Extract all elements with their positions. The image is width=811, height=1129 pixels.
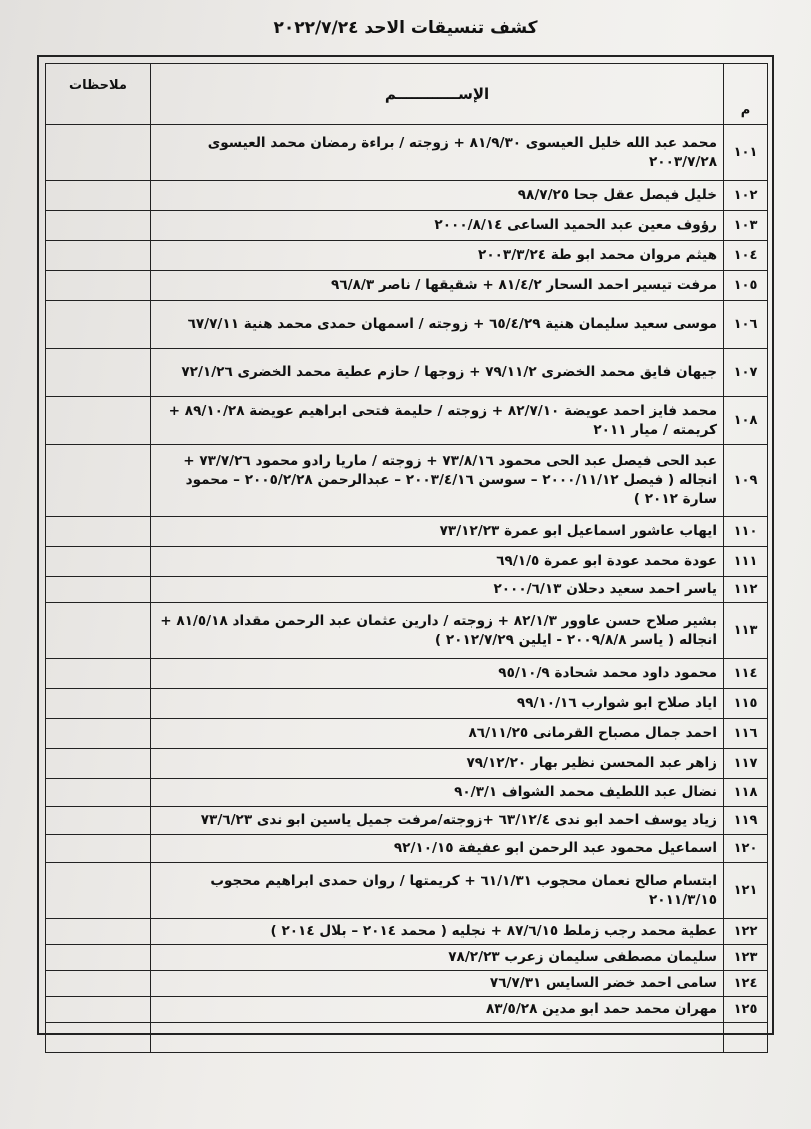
table-header-row bbox=[46, 64, 768, 125]
row-name: مهران محمد حمد ابو مدين ٨٣/٥/٢٨ bbox=[151, 997, 724, 1023]
row-notes bbox=[46, 659, 151, 689]
row-number: ١٠١ bbox=[724, 125, 768, 181]
row-number: ١٢٠ bbox=[724, 835, 768, 863]
row-name: زاهر عبد المحسن نظير بهار ٧٩/١٢/٢٠ bbox=[151, 749, 724, 779]
row-name: ايهاب عاشور اسماعيل ابو عمرة ٧٣/١٢/٢٣ bbox=[151, 517, 724, 547]
row-notes bbox=[46, 301, 151, 349]
table-row bbox=[46, 271, 768, 301]
row-notes bbox=[46, 689, 151, 719]
header-name: الإســــــــــــم bbox=[151, 64, 724, 125]
row-name: اسماعيل محمود عبد الرحمن ابو عفيفة ٩٢/١٠/١٥ bbox=[151, 835, 724, 863]
row-number: ١٢٥ bbox=[724, 997, 768, 1023]
table-row bbox=[46, 779, 768, 807]
row-name: احمد جمال مصباح القرمانى ٨٦/١١/٢٥ bbox=[151, 719, 724, 749]
row-name: محمد عبد الله خليل العيسوى ٨١/٩/٣٠ + زوجته / براءة رمضان محمد العيسوى ٢٠٠٣/٧/٢٨ bbox=[151, 125, 724, 181]
row-number: ١٠٤ bbox=[724, 241, 768, 271]
table-row bbox=[46, 807, 768, 835]
row-name: هيثم مروان محمد ابو طة ٢٠٠٣/٣/٢٤ bbox=[151, 241, 724, 271]
row-number: ١١٧ bbox=[724, 749, 768, 779]
row-notes bbox=[46, 517, 151, 547]
row-notes bbox=[46, 719, 151, 749]
table-row bbox=[46, 603, 768, 659]
row-name: ياسر احمد سعيد دحلان ٢٠٠٠/٦/١٣ bbox=[151, 577, 724, 603]
row-number: ١١٥ bbox=[724, 689, 768, 719]
table-row bbox=[46, 659, 768, 689]
table-row bbox=[46, 689, 768, 719]
row-name: زياد يوسف احمد ابو ندى ٦٣/١٢/٤ +زوجته/مرفت جميل ياسين ابو ندى ٧٣/٦/٢٣ bbox=[151, 807, 724, 835]
table-row bbox=[46, 945, 768, 971]
table-row bbox=[46, 349, 768, 397]
row-notes bbox=[46, 125, 151, 181]
row-name: عبد الحى فيصل عبد الحى محمود ٧٣/٨/١٦ + زوجته / ماريا رادو محمود ٧٣/٧/٢٦ + انجاله ( فيصل ٢٠٠٠/١١/١٢ – سوسن ٢٠٠٣/٤/١٦ – عبدالرحمن ٢٠٠٥/٢/٢٨ – محمود سارة ٢٠١٢ ) bbox=[151, 445, 724, 517]
row-name: رؤوف معين عبد الحميد الساعى ٢٠٠٠/٨/١٤ bbox=[151, 211, 724, 241]
row-number: ١١٣ bbox=[724, 603, 768, 659]
table-row bbox=[46, 971, 768, 997]
row-name: عودة محمد عودة ابو عمرة ٦٩/١/٥ bbox=[151, 547, 724, 577]
row-name: بشير صلاح حسن عاوور ٨٢/١/٣ + زوجته / دارين عثمان عبد الرحمن مقداد ٨١/٥/١٨ + انجاله ( ياسر ٢٠٠٩/٨/٨ - ايلين ٢٠١٢/٧/٢٩ ) bbox=[151, 603, 724, 659]
row-number: ١١٨ bbox=[724, 779, 768, 807]
row-number: ١١٦ bbox=[724, 719, 768, 749]
row-number: ١٠٢ bbox=[724, 181, 768, 211]
row-notes bbox=[46, 835, 151, 863]
document-title: كشف تنسيقات الاحد ٢٠٢٢/٧/٢٤ bbox=[273, 18, 538, 38]
row-notes bbox=[46, 971, 151, 997]
row-number: ١٠٦ bbox=[724, 301, 768, 349]
table-row bbox=[46, 835, 768, 863]
row-notes bbox=[46, 271, 151, 301]
names-table bbox=[45, 63, 768, 1053]
table-row bbox=[46, 241, 768, 271]
row-name: ابتسام صالح نعمان محجوب ٦١/١/٣١ + كريمتها / روان حمدى ابراهيم محجوب ٢٠١١/٣/١٥ bbox=[151, 863, 724, 919]
row-notes bbox=[46, 349, 151, 397]
table-row bbox=[46, 125, 768, 181]
row-name: نضال عبد اللطيف محمد الشواف ٩٠/٣/١ bbox=[151, 779, 724, 807]
table-row bbox=[46, 749, 768, 779]
table-row bbox=[46, 211, 768, 241]
row-name: جيهان فايق محمد الخضرى ٧٩/١١/٢ + زوجها / حازم عطية محمد الخضرى ٧٢/١/٢٦ bbox=[151, 349, 724, 397]
row-name: سليمان مصطفى سليمان زعرب ٧٨/٢/٢٣ bbox=[151, 945, 724, 971]
table-row bbox=[46, 1023, 768, 1053]
row-notes bbox=[46, 863, 151, 919]
table-row bbox=[46, 445, 768, 517]
row-notes bbox=[46, 445, 151, 517]
table-row bbox=[46, 517, 768, 547]
row-notes bbox=[46, 1023, 151, 1053]
row-notes bbox=[46, 397, 151, 445]
row-notes bbox=[46, 779, 151, 807]
row-number: ١٠٨ bbox=[724, 397, 768, 445]
row-number: ١٠٩ bbox=[724, 445, 768, 517]
row-notes bbox=[46, 577, 151, 603]
row-notes bbox=[46, 181, 151, 211]
table-row bbox=[46, 719, 768, 749]
row-notes bbox=[46, 807, 151, 835]
row-name: محمود داود محمد شحادة ٩٥/١٠/٩ bbox=[151, 659, 724, 689]
table-row bbox=[46, 997, 768, 1023]
row-name: محمد فايز احمد عويضة ٨٢/٧/١٠ + زوجته / حليمة فتحى ابراهيم عويضة ٨٩/١٠/٢٨ + كريمته / ميار ٢٠١١ bbox=[151, 397, 724, 445]
row-name: مرفت تيسير احمد السحار ٨١/٤/٢ + شقيقها / ناصر ٩٦/٨/٣ bbox=[151, 271, 724, 301]
row-number: ١١٢ bbox=[724, 577, 768, 603]
row-name: موسى سعيد سليمان هنية ٦٥/٤/٢٩ + زوجته / اسمهان حمدى محمد هنية ٦٧/٧/١١ bbox=[151, 301, 724, 349]
row-number: ١٠٥ bbox=[724, 271, 768, 301]
row-notes bbox=[46, 997, 151, 1023]
row-number: ١٠٧ bbox=[724, 349, 768, 397]
row-name: سامى احمد خضر السايس ٧٦/٧/٣١ bbox=[151, 971, 724, 997]
row-notes bbox=[46, 241, 151, 271]
row-notes bbox=[46, 547, 151, 577]
table-row bbox=[46, 397, 768, 445]
header-num: م bbox=[724, 64, 768, 125]
row-number bbox=[724, 1023, 768, 1053]
row-number: ١١٩ bbox=[724, 807, 768, 835]
row-notes bbox=[46, 211, 151, 241]
row-name: خليل فيصل عقل جحا ٩٨/٧/٢٥ bbox=[151, 181, 724, 211]
row-number: ١٢٤ bbox=[724, 971, 768, 997]
table-row bbox=[46, 863, 768, 919]
row-number: ١٠٣ bbox=[724, 211, 768, 241]
row-name bbox=[151, 1023, 724, 1053]
row-notes bbox=[46, 919, 151, 945]
row-number: ١٢٢ bbox=[724, 919, 768, 945]
row-name: عطية محمد رجب زملط ٨٧/٦/١٥ + نجليه ( محمد ٢٠١٤ – بلال ٢٠١٤ ) bbox=[151, 919, 724, 945]
row-number: ١٢١ bbox=[724, 863, 768, 919]
header-notes: ملاحظات bbox=[46, 64, 151, 125]
table-row bbox=[46, 577, 768, 603]
row-number: ١١٠ bbox=[724, 517, 768, 547]
table-row bbox=[46, 301, 768, 349]
table-row bbox=[46, 919, 768, 945]
table-row bbox=[46, 547, 768, 577]
row-notes bbox=[46, 749, 151, 779]
table-row bbox=[46, 181, 768, 211]
row-number: ١٢٣ bbox=[724, 945, 768, 971]
row-notes bbox=[46, 945, 151, 971]
row-notes bbox=[46, 603, 151, 659]
row-number: ١١٤ bbox=[724, 659, 768, 689]
row-name: اياد صلاح ابو شوارب ٩٩/١٠/١٦ bbox=[151, 689, 724, 719]
row-number: ١١١ bbox=[724, 547, 768, 577]
